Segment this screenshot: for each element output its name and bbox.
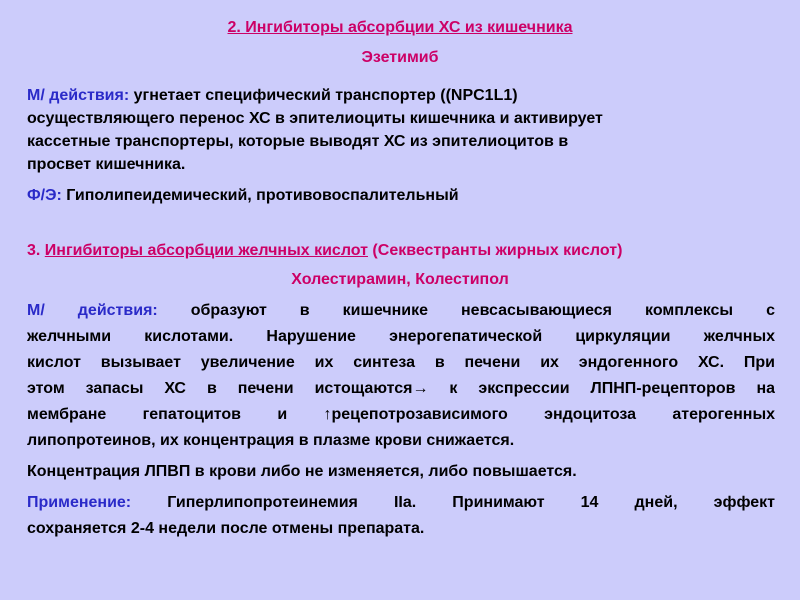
section3-hdl-line: Концентрация ЛПВП в крови либо не изменяется, либо повышается. [27, 463, 577, 480]
section3-mech-label: М/ действия: [27, 302, 158, 319]
section2-fe-text: Гиполипеидемический, противовоспалительный [61, 187, 459, 204]
section3-drugs: Холестирамин, Колестипол [291, 271, 509, 288]
section2-title: 2. Ингибиторы абсорбции ХС из кишечника [227, 19, 573, 36]
section3-use-text-1: Гиперлипопротеинемия IIa. Принимают 14 дней, эффект [131, 494, 775, 511]
section3-mech-line-4: этом запасы ХС в печени истощаются→ к экспрессии ЛПНП-рецепторов на [27, 380, 775, 397]
section3-subtitle: (Секвестранты жирных кислот) [367, 242, 623, 259]
section3-mech-line-3: кислот вызывает увеличение их синтеза в печени их эндогенного ХС. При [27, 354, 775, 371]
section2-mech-line-1 [27, 86, 518, 106]
section3-use-line-2: сохраняется 2-4 недели после отмены препарата. [27, 520, 425, 537]
section2-fe-label: Ф/Э: [27, 187, 62, 204]
section3-number: 3. [27, 242, 41, 259]
section2-mech-line-3: кассетные транспортеры, которые выводят ХС из эпителиоцитов в [27, 133, 569, 150]
section3-use-line-1 [27, 493, 775, 513]
section2-fe-line [27, 186, 459, 206]
section2-mech-text-1: угнетает специфический транспортер ((NPC1L1) [129, 87, 518, 104]
section3-use-label: Применение: [27, 494, 132, 511]
section3-title: Ингибиторы абсорбции желчных кислот [44, 242, 368, 259]
section3-mech-line-2: желчными кислотами. Нарушение энерогепатической циркуляции желчных [27, 328, 775, 345]
section2-mech-line-2: осуществляющего перенос ХС в эпителиоциты кишечника и активирует [27, 110, 603, 127]
section3-mech-line-6: липопротеинов, их концентрация в плазме крови снижается. [27, 432, 515, 449]
section3-heading [27, 241, 622, 261]
section2-drug: Эзетимиб [361, 49, 439, 66]
section3-mech-line-1 [27, 301, 775, 321]
section3-mech-text-1: образуют в кишечнике невсасывающиеся комплексы с [157, 302, 775, 319]
section2-mech-line-4: просвет кишечника. [27, 156, 186, 173]
section3-mech-line-5: мембране гепатоцитов и ↑рецепотрозависимого эндоцитоза атерогенных [27, 406, 775, 423]
section2-mech-label: М/ действия: [27, 87, 130, 104]
